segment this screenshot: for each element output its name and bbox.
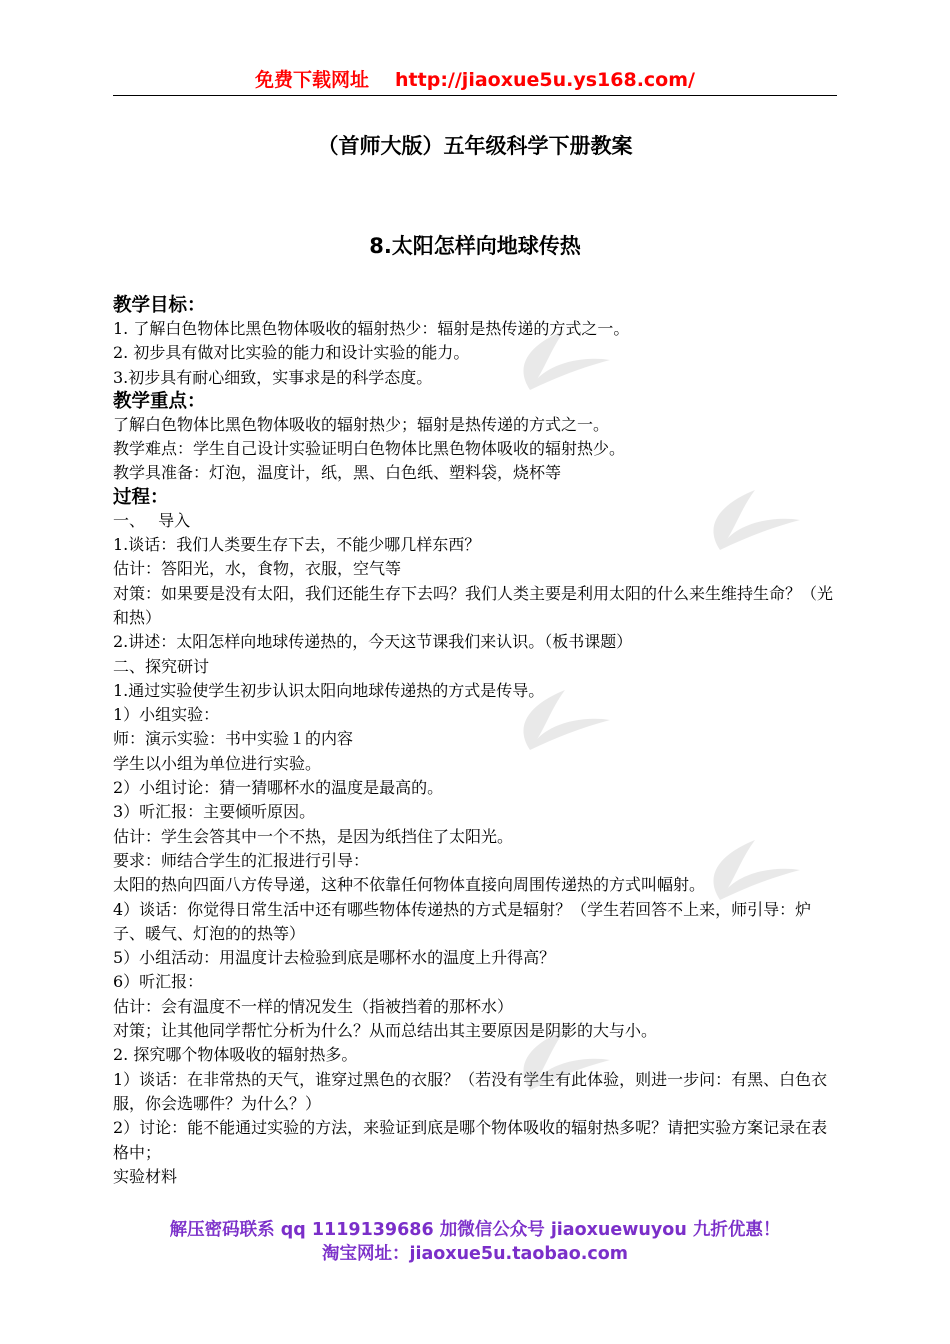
body-line: 太阳的热向四面八方传导递，这种不依靠任何物体直接向周围传递热的方式叫幅射。 [113,875,706,895]
body-line: 1.谈话：我们人类要生存下去，不能少哪几样东西？ [113,535,481,555]
body-line: 5）小组活动：用温度计去检验到底是哪杯水的温度上升得高？ [113,948,556,968]
body-line: 估计：会有温度不一样的情况发生（指被挡着的那杯水） [113,996,514,1016]
lesson-title: 8.太阳怎样向地球传热 [369,234,581,258]
body-line: 1.通过实验使学生初步认识太阳向地球传递热的方式是传导。 [113,680,545,700]
header-download-line [113,67,837,93]
body-line: 1）谈话：在非常热的天气，谁穿过黑色的衣服？（若没有学生有此体验，则进一步问：有黑、白色衣服，你会选哪件？为什么？） [113,1069,828,1113]
body-line: 估计：学生会答其中一个不热，是因为纸挡住了太阳光。 [113,826,514,846]
header-url-link[interactable]: http://jiaoxue5u.ys168.com/ [395,69,695,91]
body-line: 3）听汇报：主要倾听原因。 [113,802,316,822]
body-line: 1）小组实验： [113,705,220,725]
body-line: 教学具准备：灯泡，温度计，纸，黑、白色纸、塑料袋，烧杯等 [113,463,562,483]
body-line: 学生以小组为单位进行实验。 [113,753,322,773]
body-line: 估计：答阳光，水，食物，衣服，空气等 [113,559,402,579]
section-heading: 教学重点： [113,390,206,412]
body-line: 2.讲述：太阳怎样向地球传递热的，今天这节课我们来认识。（板书课题） [113,632,633,652]
body-line: 2）小组讨论：猜一猜哪杯水的温度是最高的。 [113,778,444,798]
body-line: 师：演示实验：书中实验１的内容 [113,729,354,749]
body-line: 6）听汇报： [113,972,204,992]
body-line: 要求：师结合学生的汇报进行引导： [113,850,370,870]
header-divider [113,95,837,96]
body-line: 教学难点：学生自己设计实验证明白色物体比黑色物体吸收的辐射热少。 [113,439,626,459]
section-heading: 过程： [113,486,169,508]
body-line: 对策：如果要是没有太阳，我们还能生存下去吗？我们人类主要是利用太阳的什么来生维持生命？（光和热） [113,583,834,627]
body-line: 了解白色物体比黑色物体吸收的辐射热少；辐射是热传递的方式之一。 [113,414,610,434]
body-line: 2. 初步具有做对比实验的能力和设计实验的能力。 [113,343,470,363]
document-title: （首师大版）五年级科学下册教案 [317,134,633,158]
footer-contact-line: 解压密码联系 qq 1119139686 加微信公众号 jiaoxuewuyou 九折优惠！ [169,1220,781,1240]
footer-shop-link[interactable]: 淘宝网址：jiaoxue5u.taobao.com [321,1244,629,1264]
lesson-body [113,294,841,1189]
body-line: 4）谈话：你觉得日常生活中还有哪些物体传递热的方式是辐射？（学生若回答不上来，师引导：炉子、暖气、灯泡的的热等） [113,899,812,943]
body-line: 2. 探究哪个物体吸收的辐射热多。 [113,1045,358,1065]
body-line: 二、探究研讨 [113,656,210,676]
body-line: 一、 导入 [113,510,191,530]
body-line: 3.初步具有耐心细致，实事求是的科学态度。 [113,367,433,387]
body-line: 2）讨论：能不能通过实验的方法，来验证到底是哪个物体吸收的辐射热多呢？请把实验方案记录在表格中； [113,1118,828,1162]
body-line: 1. 了解白色物体比黑色物体吸收的辐射热少：辐射是热传递的方式之一。 [113,319,630,338]
body-line: 实验材料 [113,1166,178,1186]
body-line: 对策；让其他同学帮忙分析为什么？从而总结出其主要原因是阴影的大与小。 [113,1021,658,1041]
header-label: 免费下载网址 [255,69,370,91]
section-heading: 教学目标： [113,295,206,316]
